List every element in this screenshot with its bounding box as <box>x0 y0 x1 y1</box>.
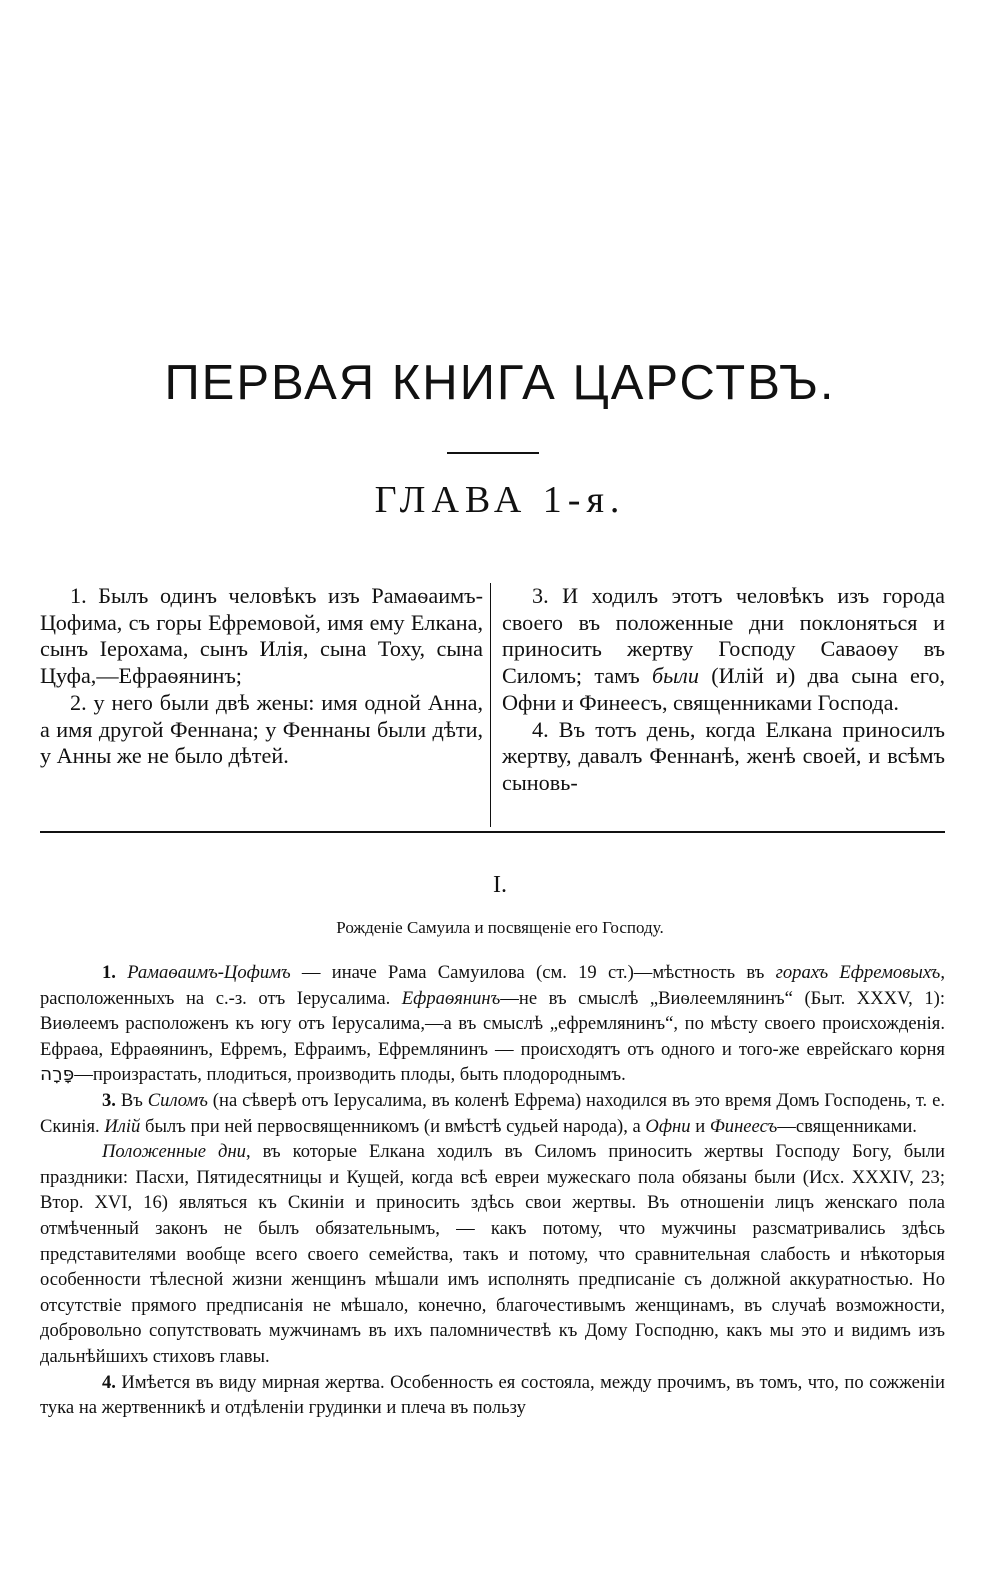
commentary-text: —священниками. <box>777 1115 917 1137</box>
section-number: I. <box>493 872 507 898</box>
verse-1: 1. Былъ одинъ человѣкъ изъ Рамаѳаимъ-Цофима, съ горы Ефремовой, имя ему Елкана, сынъ Iерохама, сынъ Илія, сына Тоху, сына Цуфа,—Ефраѳянинъ; <box>40 583 483 689</box>
commentary-text: и <box>690 1115 710 1137</box>
commentary-verse-number: 4. <box>102 1371 116 1393</box>
verse-3 <box>502 583 945 717</box>
commentary-term: Ефраѳянинъ <box>401 987 501 1009</box>
commentary-term: горахъ Ефремовыхъ <box>775 962 941 983</box>
commentary-text: , въ которые Елкана ходилъ въ Силомъ приносить жертвы Господу Богу, были праздники: Пасхи, Пятидесятницы и Кущей, когда всѣ евреи мужескаго пола обязаны были (Исх. XXXIV, 23; Втор. XVI, 16) являться къ Скиніи и приносить здѣсь свои жертвы. Въ отношеніи лицъ женскаго пола отмѣченный законъ не былъ обязательнымъ, — какъ потому, что мужчины разсматривались здѣсь представителями вообще всего своего семейства, такъ и потому, что сравнительная слабость и нѣкоторыя особенности тѣлесной жизни женщинъ мѣшали имъ исполнять предписаніе съ должной аккуратностью. Но отсутствіе прямого предписанія не мѣшало, конечно, благочестивымъ женщинамъ, въ случаѣ возможности, добровольно сопутствовать мужчинамъ въ ихъ паломничествѣ къ Дому Господню, какъ мы это и видимъ изъ дальнѣйшихъ стиховъ главы. <box>40 1141 945 1367</box>
commentary-term: Финеесъ <box>709 1115 778 1137</box>
verse-3-text: 3. И ходилъ этотъ человѣкъ изъ города своего въ положенные дни поклоняться и приносить жертву Господу Саваоѳу въ Силомъ; тамъ <box>502 583 945 689</box>
text-commentary-divider <box>40 831 945 833</box>
book-title: ПЕРВАЯ КНИГА ЦАРСТВЪ. <box>164 356 836 410</box>
commentary-text: Имѣется въ виду мирная жертва. Особенность ея состояла, между прочимъ, въ томъ, что, по сожженіи тука на жертвенникѣ и отдѣленіи грудинки и плеча въ пользу <box>40 1371 945 1419</box>
title-divider <box>447 452 539 454</box>
verse-2: 2. у него были двѣ жены: имя одной Анна, а имя другой Феннана; у Феннаны были дѣти, у Анны же не было дѣтей. <box>40 689 483 769</box>
commentary-verse-number: 3. <box>102 1089 116 1111</box>
column-divider <box>490 583 491 827</box>
commentary-term: Положенные дни <box>102 1141 246 1163</box>
commentary-paragraph <box>40 1088 945 1139</box>
commentary-term: Рамаѳаимъ-Цофимъ <box>127 962 291 983</box>
commentary-term: Офни <box>645 1115 691 1137</box>
commentary-term: Илій <box>104 1115 141 1137</box>
commentary-text: Въ <box>115 1089 148 1111</box>
commentary-paragraph <box>40 1139 945 1369</box>
bible-text-left-column <box>40 583 483 770</box>
commentary-text: —произрастать, плодиться, производить плоды, быть плодороднымъ. <box>74 1064 626 1086</box>
commentary <box>40 960 945 1421</box>
section-title: Рожденіе Самуила и посвященіе его Господу. <box>336 918 664 937</box>
commentary-verse-number: 1. <box>102 962 116 983</box>
hebrew-root: פָּרָה <box>40 1064 75 1086</box>
verse-3-italic: были <box>652 663 699 689</box>
verse-4: 4. Въ тотъ день, когда Елкана приносилъ жертву, давалъ Феннанѣ, женѣ своей, и всѣмъ сыновь- <box>502 716 945 795</box>
commentary-text: (на сѣверѣ отъ Iерусалима, въ коленѣ Ефрема) находился въ это время Домъ Господень, т. е. Скинія. <box>40 1089 945 1137</box>
commentary-text: , расположенныхъ на с.-з. отъ Iерусалима. <box>40 962 945 1009</box>
commentary-text: — иначе Рама Самуилова (см. 19 ст.)—мѣстность въ <box>290 962 776 983</box>
verse-3-text-end: (Илій и) два сына его, Офни и Финеесъ, священниками Господа. <box>502 663 945 715</box>
commentary-text: былъ при ней первосвященникомъ (и вмѣстѣ судьей народа), а <box>140 1115 646 1137</box>
bible-text-columns <box>40 583 945 827</box>
commentary-paragraph <box>40 1370 945 1421</box>
commentary-term: Силомъ <box>147 1089 208 1111</box>
bible-text-right-column <box>502 583 945 797</box>
chapter-heading: ГЛАВА 1-я. <box>374 479 626 521</box>
commentary-paragraph <box>40 960 945 1088</box>
commentary-text: —не въ смыслѣ „Виѳлеемлянинъ“ (Быт. XXXV, 1): Виѳлеемъ расположенъ къ югу отъ Iерусалима,—а въ смыслѣ „ефремлянинъ“, по мѣсту своего происхожденія. Ефраѳа, Ефраѳянинъ, Ефремъ, Ефраимъ, Ефремлянинъ — происходятъ отъ одного и того-же еврейскаго корня <box>40 987 945 1060</box>
